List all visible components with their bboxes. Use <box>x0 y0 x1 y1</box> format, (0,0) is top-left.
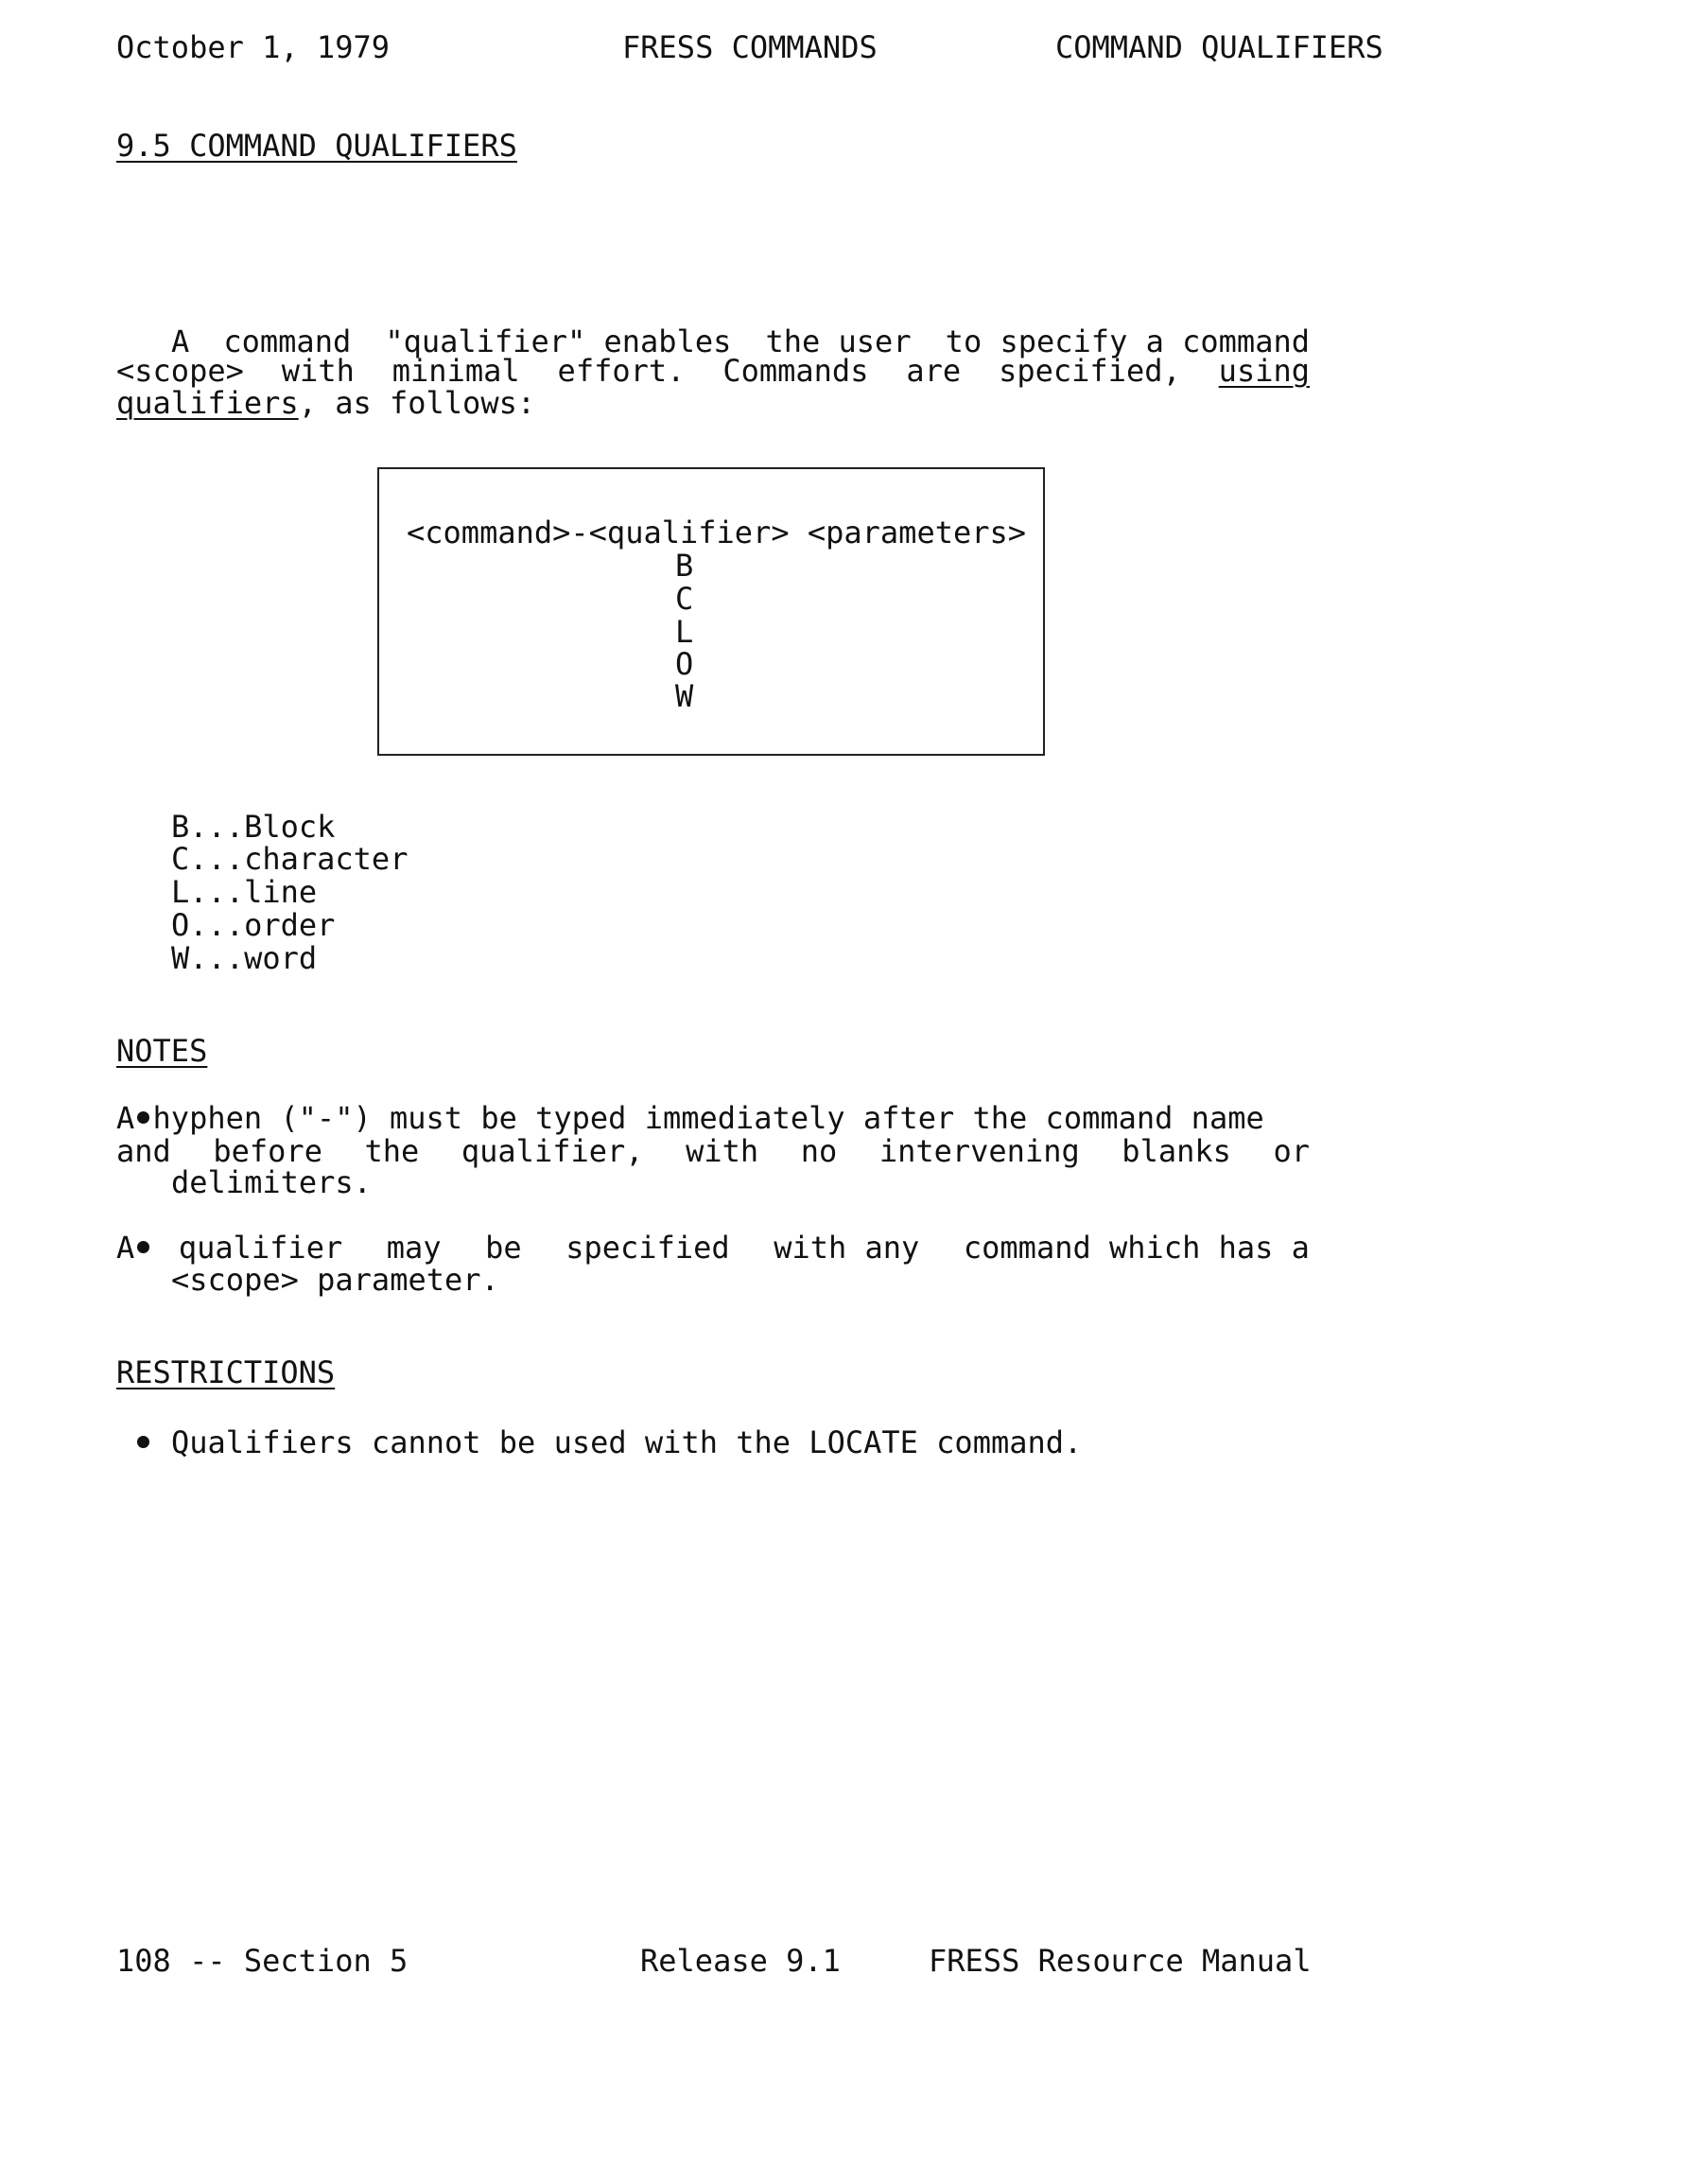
section-title: 9.5 COMMAND QUALIFIERS <box>116 128 517 164</box>
qualifier-letter-w: W <box>675 678 694 714</box>
note-1-line-2: and before the qualifier, with no intervening blanks or <box>116 1133 1310 1169</box>
legend-item: L...line <box>171 874 318 910</box>
header-date: October 1, 1979 <box>116 29 390 65</box>
header-section: COMMAND QUALIFIERS <box>1055 29 1383 65</box>
note-2-line-2: <scope> parameter. <box>171 1262 499 1298</box>
footer-manual: FRESS Resource Manual <box>929 1943 1312 1979</box>
note-2-line-1: A qualifier may be specified with any command which has a <box>116 1230 1310 1266</box>
qualifier-letter-o: O <box>675 646 694 682</box>
intro-line-2: <scope> with minimal effort. Commands are specified, using <box>116 353 1310 389</box>
note-1-line-3: delimiters. <box>171 1164 372 1200</box>
bullet-icon <box>137 1436 149 1448</box>
qualifier-letter-l: L <box>675 614 694 650</box>
qualifier-letter-b: B <box>675 548 694 584</box>
header-title: FRESS COMMANDS <box>622 29 878 65</box>
intro-line-1: A command "qualifier" enables the user to specify a command <box>171 323 1310 359</box>
syntax-box <box>377 467 1045 756</box>
legend-item: W...word <box>171 940 318 976</box>
footer-release: Release 9.1 <box>640 1943 841 1979</box>
restriction-item: Qualifiers cannot be used with the LOCATE command. <box>171 1424 1083 1460</box>
restrictions-heading: RESTRICTIONS <box>116 1354 336 1390</box>
footer-page: 108 -- Section 5 <box>116 1943 409 1979</box>
intro-line-3: qualifiers, as follows: <box>116 385 536 421</box>
qualifier-letter-c: C <box>675 581 694 617</box>
notes-heading: NOTES <box>116 1033 208 1069</box>
legend-item: O...order <box>171 907 336 943</box>
legend-item: B...Block <box>171 809 336 845</box>
syntax-line: <command>-<qualifier> <parameters> <box>407 515 1027 550</box>
note-1-line-1: A hyphen ("-") must be typed immediately after the command name <box>116 1100 1264 1136</box>
legend-item: C...character <box>171 841 409 877</box>
intro-link-using: using <box>1218 353 1310 389</box>
